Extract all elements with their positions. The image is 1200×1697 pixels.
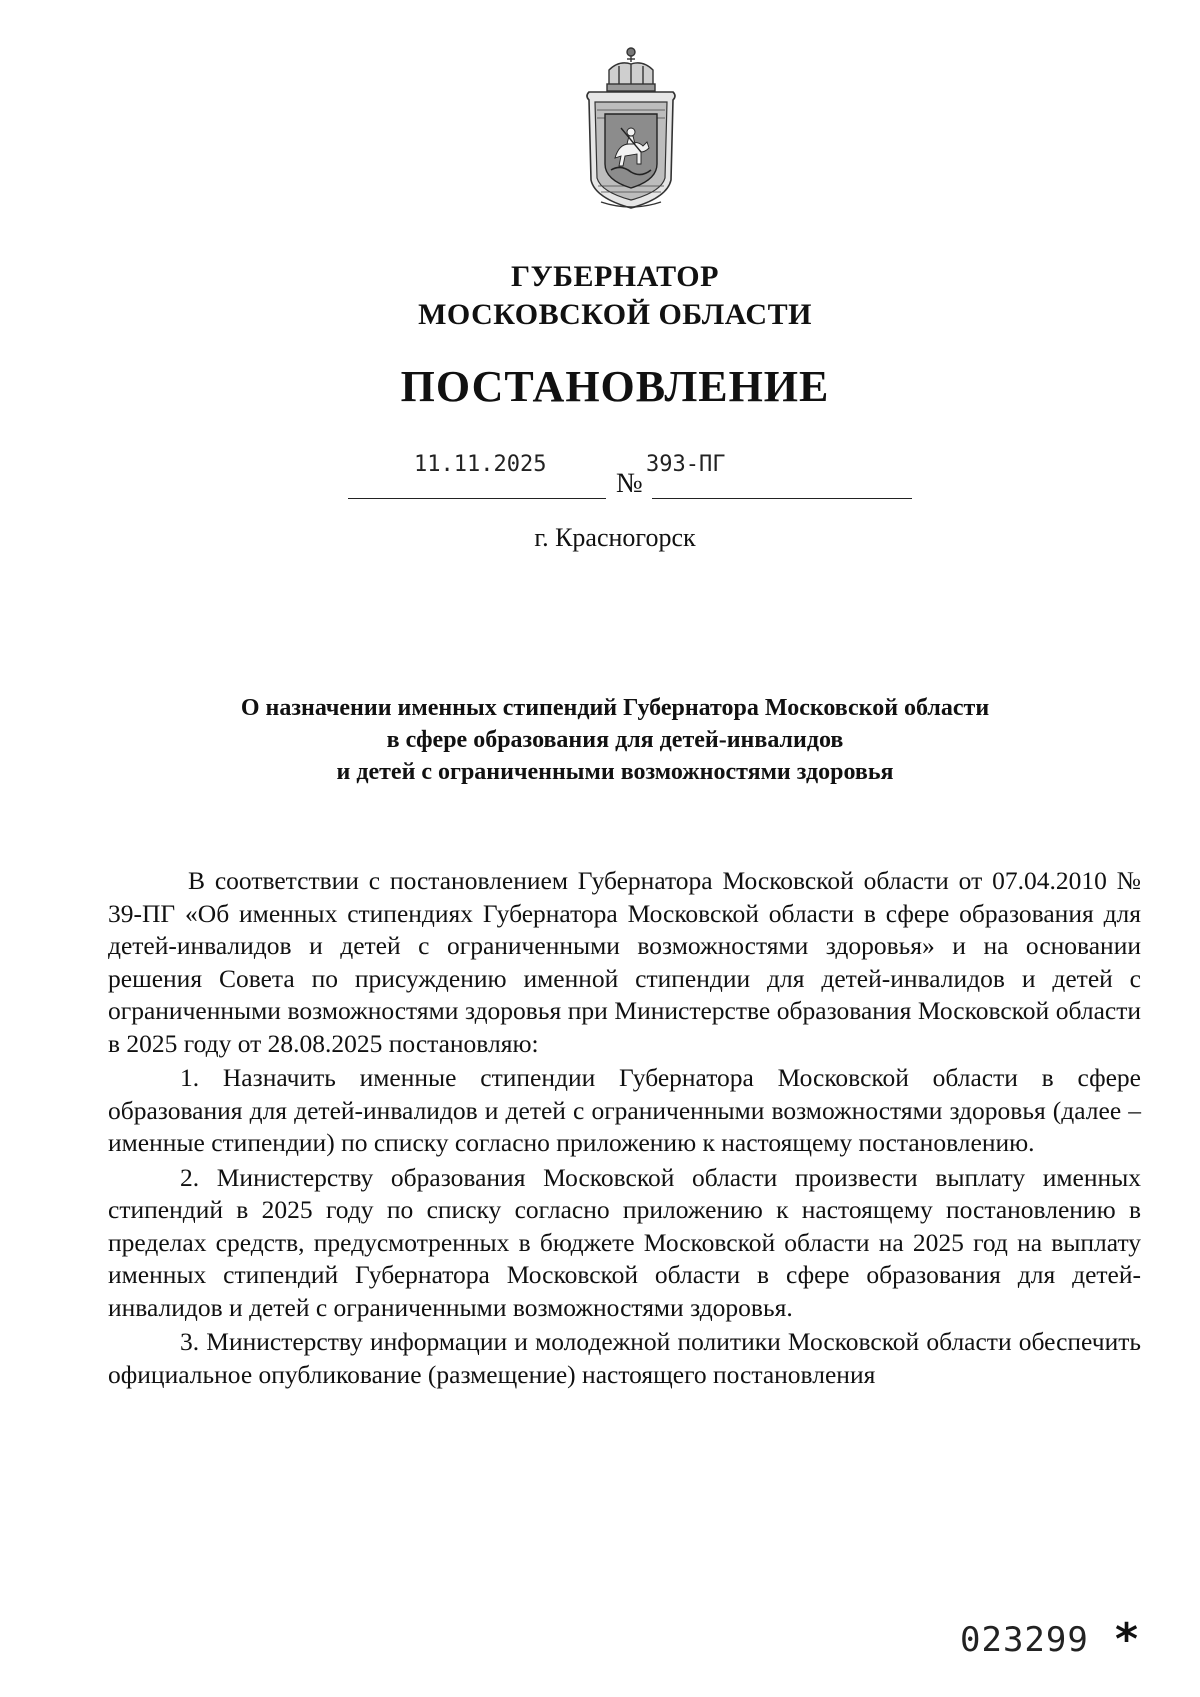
preamble-paragraph: В соответствии с постановлением Губернатора Московской области от 07.04.2010 № 39-ПГ «Об именных стипендиях Губернатора Московской области в сфере образования для детей-инвалидов и детей с ограниченными возможностями здоровья» и на основании решения Совета по присуждению именной стипендии для детей-инвалидов и детей с ограниченными возможностями здоровья при Министерстве образования Московской области в 2025 году от 28.08.2025 постановляю: bbox=[108, 866, 1141, 1058]
document-type-heading: ПОСТАНОВЛЕНИЕ bbox=[400, 362, 830, 411]
number-sign: № bbox=[616, 468, 643, 499]
asterisk-mark: * bbox=[1115, 1614, 1139, 1665]
clause-paragraph-1: 1. Назначить именные стипендии Губернатора Московской области в сфере образования для детей-инвалидов и детей с ограниченными возможностями здоровья (далее – именные стипендии) по списку согласно приложению к настоящему постановлению. bbox=[108, 1063, 1141, 1157]
coat-of-arms-emblem bbox=[571, 40, 691, 212]
document-number: 393-ПГ bbox=[646, 452, 726, 477]
document-body bbox=[108, 865, 1141, 1393]
clause-paragraph-2: 2. Министерству образования Московской области произвести выплату именных стипендий в 2025 году по списку согласно приложению к настоящему постановлению в пределах средств, предусмотренных в бюджете Московской области на 2025 год на выплату именных стипендий Губернатора Московской области в сфере образования для детей-инвалидов и детей с ограниченными возможностями здоровья. bbox=[108, 1162, 1141, 1322]
title-line: О назначении именных стипендий Губернатора Московской области bbox=[240, 695, 990, 721]
date-fill-line bbox=[348, 498, 606, 499]
document-title bbox=[0, 692, 1200, 788]
document-date: 11.11.2025 bbox=[414, 452, 547, 477]
title-line: и детей с ограниченными возможностями здоровья bbox=[336, 759, 894, 785]
authority-name-line2: МОСКОВСКОЙ ОБЛАСТИ bbox=[418, 298, 812, 331]
form-serial-number: 023299 bbox=[960, 1620, 1089, 1660]
place-of-issue: г. Красногорск bbox=[534, 523, 696, 552]
authority-name-line1: ГУБЕРНАТОР bbox=[511, 260, 719, 293]
number-fill-line bbox=[652, 498, 912, 499]
title-line: в сфере образования для детей-инвалидов bbox=[386, 727, 844, 753]
clause-paragraph-3: 3. Министерству информации и молодежной политики Московской области обеспечить официальное опубликование (размещение) настоящего постановления bbox=[108, 1327, 1141, 1389]
